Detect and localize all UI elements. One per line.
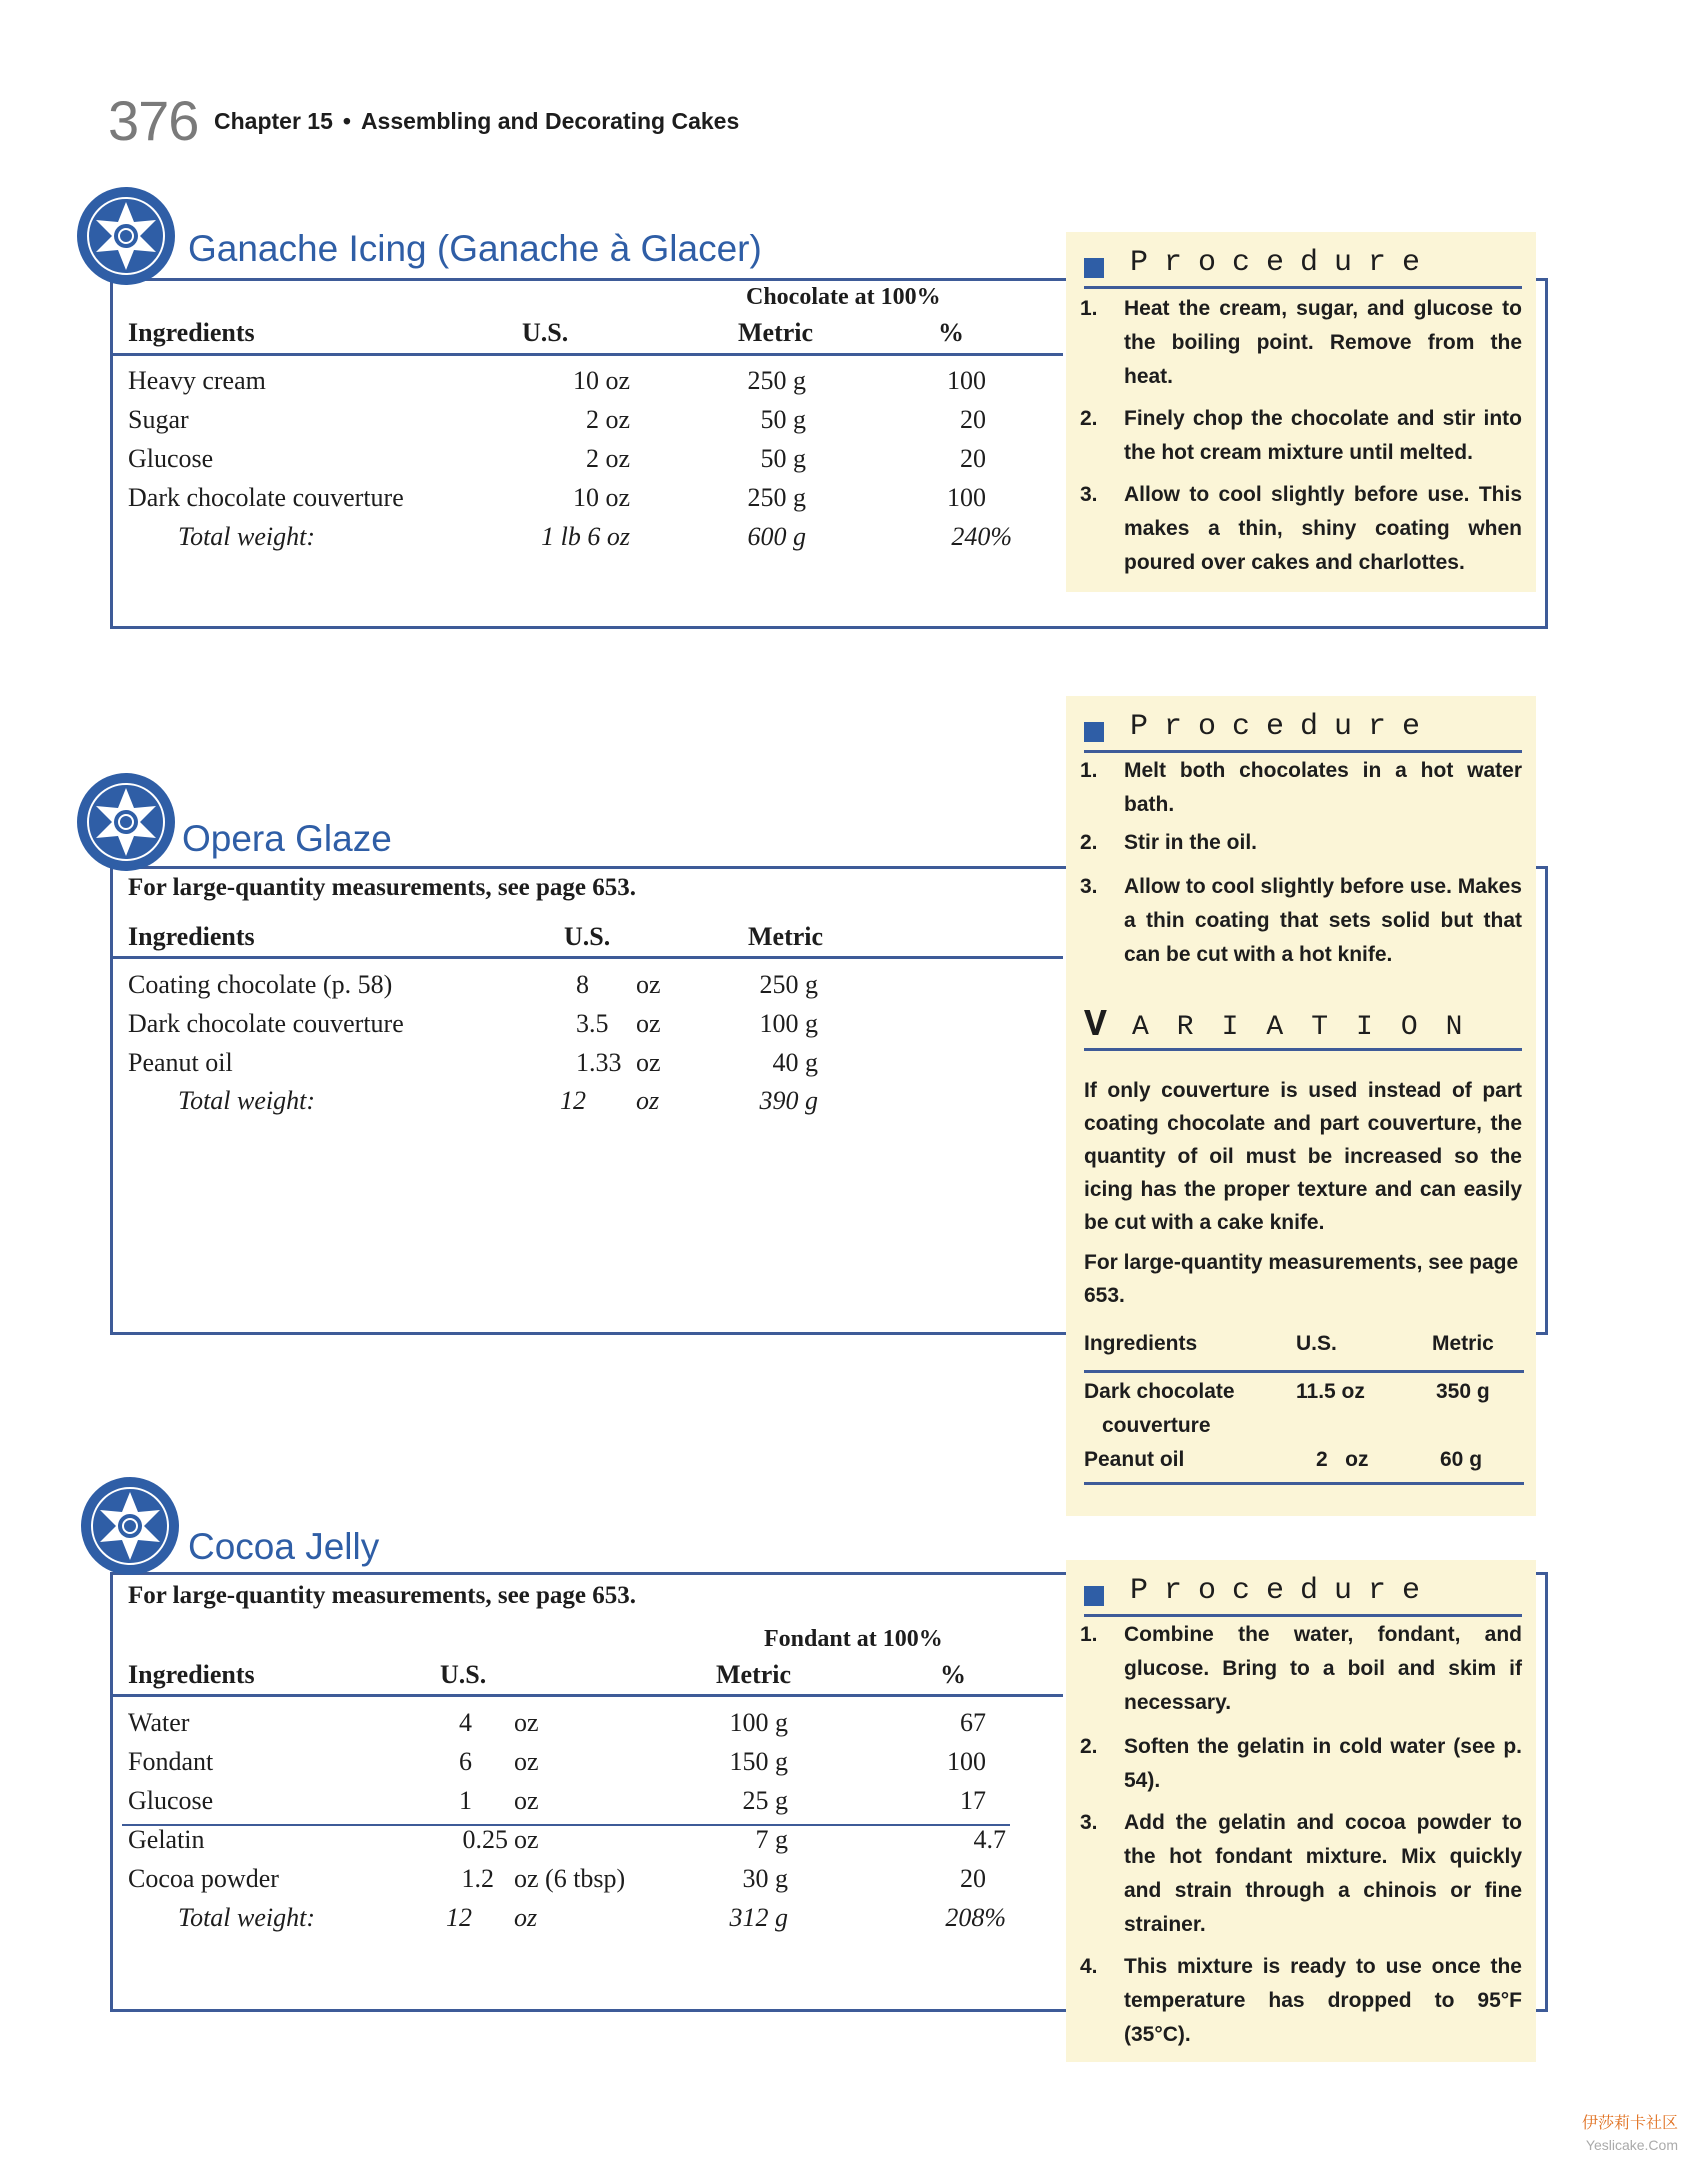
us-amount: 1.2 [461, 1864, 494, 1893]
metric-amount: 7 g [755, 1825, 788, 1854]
procedure-step: 1. Heat the cream, sugar, and glucose to the boiling point. Remove from the heat. [1080, 297, 1522, 388]
metric-amount: 25 g [742, 1786, 788, 1815]
total-percent: 208% [945, 1903, 1006, 1932]
ingredient-name: Glucose [128, 1786, 214, 1815]
variation-title: ARIATION [1132, 1012, 1491, 1043]
procedure-step: 2. Finely chop the chocolate and stir into the hot cream mixture until melted. [1080, 407, 1522, 464]
bakers-percent-label: Chocolate at 100% [746, 284, 941, 310]
variation-ingredient: Dark chocolate [1084, 1380, 1235, 1403]
total-percent: 240% [951, 522, 1012, 551]
us-amount: 1.33 [576, 1048, 622, 1077]
metric-amount: 250 g [747, 366, 806, 395]
chapter-title: Assembling and Decorating Cakes [360, 108, 740, 134]
us-amount: 6 [459, 1747, 472, 1776]
large-quantity-note: For large-quantity measurements, see page 653. [128, 1582, 637, 1609]
us-unit: oz [636, 1009, 661, 1038]
procedure-step: 3. Allow to cool slightly before use. Makes a thin coating that sets solid but that can be cut with a hot knife. [1080, 875, 1522, 966]
us-unit: oz (6 tbsp) [514, 1864, 626, 1893]
procedure-step: 2. Stir in the oil. [1080, 831, 1258, 854]
us-amount: 4 [459, 1708, 472, 1737]
ingredient-name: Coating chocolate (p. 58) [128, 970, 393, 999]
procedure-box [1066, 232, 1536, 592]
table-divider-rule [122, 1824, 1010, 1826]
variation-ingredient: Peanut oil [1084, 1448, 1185, 1471]
procedure-step: 4. This mixture is ready to use once the temperature has dropped to 95°F (35°C). [1080, 1955, 1522, 2046]
running-header [214, 108, 739, 135]
chapter-label: Chapter 15 [214, 108, 333, 134]
recipe-title: Ganache Icing (Ganache à Glacer) [188, 228, 762, 269]
variation-us: 2 oz [1316, 1448, 1369, 1471]
table-header-rule [113, 353, 1063, 356]
procedure-step: 2. Soften the gelatin in cold water (see p. 54). [1080, 1735, 1522, 1792]
col-header-us: U.S. [440, 1660, 487, 1689]
metric-amount: 250 g [747, 483, 806, 512]
total-metric: 600 g [747, 522, 806, 551]
variation-initial: V [1084, 1004, 1107, 1047]
total-metric: 390 g [759, 1086, 818, 1115]
us-amount: 10 oz [572, 366, 630, 395]
bakers-percent-label: Fondant at 100% [764, 1626, 943, 1652]
ingredient-name: Cocoa powder [128, 1864, 279, 1893]
total-label: Total weight: [178, 1086, 316, 1115]
square-bullet-icon [1084, 258, 1104, 278]
le-cordon-bleu-seal-icon [76, 772, 176, 872]
variation-col-metric: Metric [1432, 1332, 1494, 1355]
us-unit: oz [514, 1786, 539, 1815]
col-header-metric: Metric [748, 922, 824, 951]
us-amount: 2 oz [585, 405, 630, 434]
recipe-title: Cocoa Jelly [188, 1526, 380, 1567]
procedure-heading [1084, 1574, 1522, 1617]
col-header-ingredients: Ingredients [128, 318, 255, 347]
us-amount: 10 oz [572, 483, 630, 512]
ingredient-name: Sugar [128, 405, 189, 434]
procedure-title: Procedure [1130, 1574, 1437, 1608]
total-label: Total weight: [178, 522, 316, 551]
percent-value: 17 [960, 1786, 986, 1815]
us-amount: 8 [576, 970, 589, 999]
total-us: 1 lb 6 oz [541, 522, 630, 551]
procedure-heading [1084, 710, 1522, 753]
variation-bottom-rule [1084, 1482, 1524, 1485]
us-amount: 0.25 [462, 1825, 508, 1854]
le-cordon-bleu-seal-icon [80, 1476, 180, 1576]
metric-amount: 250 g [759, 970, 818, 999]
total-label: Total weight: [178, 1903, 316, 1932]
separator-dot: • [342, 108, 351, 134]
percent-value: 100 [947, 366, 986, 395]
variation-ingredient: couverture [1102, 1414, 1211, 1437]
metric-amount: 30 g [742, 1864, 788, 1893]
us-amount: 3.5 [576, 1009, 609, 1038]
ingredient-name: Gelatin [128, 1825, 205, 1854]
us-unit: oz [636, 970, 661, 999]
ingredient-name: Peanut oil [128, 1048, 233, 1077]
col-header-us: U.S. [564, 922, 611, 951]
total-us: 12 [446, 1903, 472, 1932]
metric-amount: 100 g [729, 1708, 788, 1737]
watermark-site-url: Yeslicake.Com [1585, 2137, 1678, 2153]
col-header-us: U.S. [522, 318, 569, 347]
procedure-step: 3. Allow to cool slightly before use. This makes a thin, shiny coating when poured over cakes and charlottes. [1080, 483, 1522, 574]
total-metric: 312 g [729, 1903, 788, 1932]
total-us-unit: oz [514, 1903, 538, 1932]
col-header-metric: Metric [738, 318, 814, 347]
col-header-percent: % [940, 1660, 966, 1689]
ingredient-name: Dark chocolate couverture [128, 1009, 404, 1038]
procedure-heading [1084, 246, 1522, 289]
us-unit: oz [514, 1825, 539, 1854]
us-unit: oz [514, 1747, 539, 1776]
ingredient-name: Fondant [128, 1747, 214, 1776]
metric-amount: 50 g [760, 405, 806, 434]
percent-value: 4.7 [973, 1825, 1006, 1854]
procedure-step: 1. Combine the water, fondant, and glucose. Bring to a boil and skim if necessary. [1080, 1623, 1522, 1714]
procedure-box [1066, 696, 1536, 1516]
ingredient-name: Dark chocolate couverture [128, 483, 404, 512]
variation-metric: 350 g [1436, 1380, 1490, 1403]
large-quantity-note: For large-quantity measurements, see page 653. [128, 874, 637, 901]
variation-header-rule [1084, 1370, 1524, 1373]
ingredient-name: Water [128, 1708, 190, 1737]
variation-col-ingredients: Ingredients [1084, 1332, 1198, 1355]
us-unit: oz [514, 1708, 539, 1737]
col-header-ingredients: Ingredients [128, 922, 255, 951]
table-header-rule [113, 956, 1063, 959]
percent-value: 100 [947, 1747, 986, 1776]
percent-value: 20 [960, 444, 986, 473]
procedure-step: 1. Melt both chocolates in a hot water bath. [1080, 759, 1522, 816]
metric-amount: 150 g [729, 1747, 788, 1776]
variation-note: For large-quantity measurements, see page 653. [1084, 1251, 1519, 1307]
col-header-metric: Metric [716, 1660, 792, 1689]
watermark-site-name: 伊莎莉卡社区 [1581, 2115, 1678, 2132]
percent-value: 100 [947, 483, 986, 512]
us-amount: 2 oz [585, 444, 630, 473]
metric-amount: 50 g [760, 444, 806, 473]
total-us: 12 [560, 1086, 586, 1115]
col-header-percent: % [938, 318, 964, 347]
variation-col-us: U.S. [1296, 1332, 1337, 1355]
table-header-rule [113, 1694, 1063, 1697]
square-bullet-icon [1084, 1586, 1104, 1606]
percent-value: 20 [960, 405, 986, 434]
us-unit: oz [636, 1048, 661, 1077]
percent-value: 67 [960, 1708, 986, 1737]
col-header-ingredients: Ingredients [128, 1660, 255, 1689]
procedure-step: 3. Add the gelatin and cocoa powder to the hot fondant mixture. Mix quickly and strain through a chinois or fine strainer. [1080, 1811, 1522, 1936]
procedure-title: Procedure [1130, 246, 1437, 280]
procedure-title: Procedure [1130, 710, 1437, 744]
page-number: 376 [108, 89, 199, 152]
le-cordon-bleu-seal-icon [76, 186, 176, 286]
procedure-box [1066, 1560, 1536, 2062]
total-us-unit: oz [636, 1086, 660, 1115]
square-bullet-icon [1084, 722, 1104, 742]
variation-text: If only couverture is used instead of part coating chocolate and part couverture, the quantity of oil must be increased so the icing has the proper texture and can easily be cut with a cake knife. [1084, 1079, 1522, 1234]
metric-amount: 40 g [772, 1048, 818, 1077]
recipe-title: Opera Glaze [182, 818, 392, 859]
ingredient-name: Glucose [128, 444, 214, 473]
variation-us: 11.5 oz [1296, 1380, 1365, 1403]
variation-heading [1084, 1004, 1522, 1051]
metric-amount: 100 g [759, 1009, 818, 1038]
percent-value: 20 [960, 1864, 986, 1893]
variation-metric: 60 g [1440, 1448, 1483, 1471]
us-amount: 1 [459, 1786, 472, 1815]
ingredient-name: Heavy cream [128, 366, 266, 395]
